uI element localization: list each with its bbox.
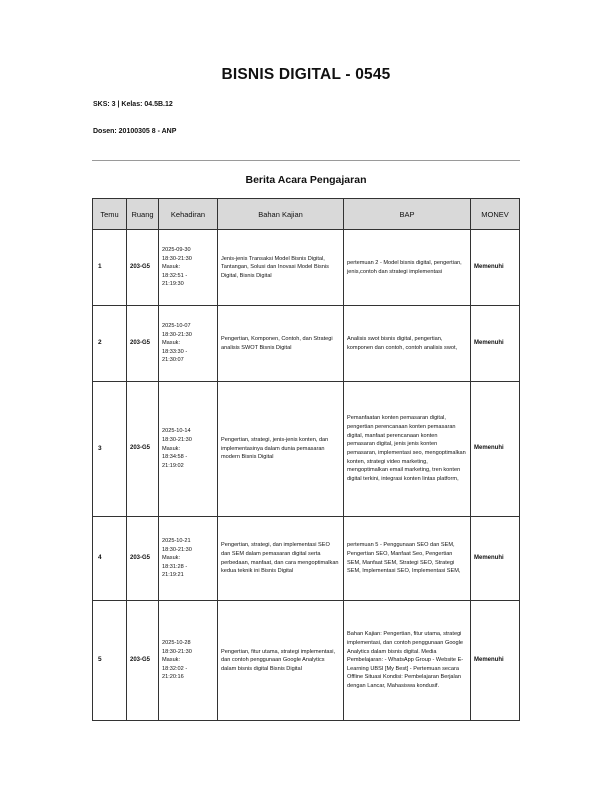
kehadiran-in: 18:32:51 - — [162, 272, 188, 279]
divider — [92, 160, 520, 161]
kehadiran-label: Masuk: — [162, 555, 181, 562]
kehadiran-in: 18:33:30 - — [162, 348, 188, 355]
kehadiran-schedule: 18:30-21:30 — [162, 648, 192, 655]
cell-bahan-kajian: Pengertian, fitur utama, strategi implementasi, dan contoh penggunaan Google Analytics dalam bisnis digital Bisnis Digital — [218, 601, 344, 721]
kehadiran-out: 21:30:07 — [162, 357, 184, 364]
cell-temu: 3 — [93, 382, 127, 517]
cell-bahan-kajian: Jenis-jenis Transaksi Model Bisnis Digital, Tantangan, Solusi dan Inovasi Model Bisnis Digital, Bisnis Digital — [218, 230, 344, 306]
cell-kehadiran — [159, 382, 218, 517]
kehadiran-label: Masuk: — [162, 445, 181, 452]
table-row — [93, 601, 520, 721]
header-temu: Temu — [93, 199, 127, 230]
section-title: Berita Acara Pengajaran — [245, 174, 367, 186]
cell-monev: Memenuhi — [471, 306, 520, 382]
cell-kehadiran — [159, 601, 218, 721]
cell-monev: Memenuhi — [471, 230, 520, 306]
cell-ruang: 203-G5 — [127, 517, 159, 601]
cell-bap: Pemanfaatan konten pemasaran digital, pengertian perencanaan konten pemasaran digital, manfaat perencanaan konten pemasaran digital, jenis jenis konten pemasaran, implementasi seo, mengoptimalkan konten, strategi video marketing, mengoptimalkan email marketing, tren konten digital terkini, integrasi konten lintas platform, — [344, 382, 471, 517]
kehadiran-schedule: 18:30-21:30 — [162, 331, 192, 338]
kehadiran-date: 2025-10-14 — [162, 428, 191, 435]
cell-temu: 2 — [93, 306, 127, 382]
kehadiran-schedule: 18:30-21:30 — [162, 546, 192, 553]
cell-bahan-kajian: Pengertian, Komponen, Contoh, dan Strategi analisis SWOT Bisnis Digital — [218, 306, 344, 382]
cell-bap: pertemuan 5 - Penggunaan SEO dan SEM, Pengertian SEO, Manfaat Seo, Pengertian SEM, Manfaat SEM, Strategi SEO, Strategi SEM, Implementasi SEO, Implementasi SEM, — [344, 517, 471, 601]
table-row — [93, 517, 520, 601]
cell-kehadiran — [159, 306, 218, 382]
header-monev: MONEV — [471, 199, 520, 230]
header-bahan-kajian: Bahan Kajian — [218, 199, 344, 230]
kehadiran-out: 21:19:02 — [162, 462, 184, 469]
kehadiran-label: Masuk: — [162, 657, 181, 664]
kehadiran-label: Masuk: — [162, 340, 181, 347]
cell-temu: 4 — [93, 517, 127, 601]
cell-monev: Memenuhi — [471, 601, 520, 721]
cell-monev: Memenuhi — [471, 382, 520, 517]
document-title: BISNIS DIGITAL - 0545 — [221, 66, 391, 83]
header-bap: BAP — [344, 199, 471, 230]
sks-class-info: SKS: 3 | Kelas: 04.5B.12 — [93, 101, 173, 108]
header-ruang: Ruang — [127, 199, 159, 230]
kehadiran-in: 18:31:28 - — [162, 563, 188, 570]
cell-bap: Analisis swot bisnis digital, pengertian, komponen dan contoh, contoh analisis swot, — [344, 306, 471, 382]
kehadiran-in: 18:34:58 - — [162, 454, 188, 461]
kehadiran-in: 18:32:02 - — [162, 665, 188, 672]
table-row — [93, 382, 520, 517]
table-row — [93, 306, 520, 382]
cell-ruang: 203-G5 — [127, 382, 159, 517]
cell-temu: 1 — [93, 230, 127, 306]
table-row — [93, 230, 520, 306]
kehadiran-date: 2025-10-21 — [162, 537, 191, 544]
kehadiran-date: 2025-10-28 — [162, 639, 191, 646]
kehadiran-out: 21:20:16 — [162, 674, 184, 681]
kehadiran-label: Masuk: — [162, 264, 181, 271]
cell-bahan-kajian: Pengertian, strategi, dan implementasi SEO dan SEM dalam pemasaran digital serta perbedaan, manfaat, dan cara mengoptimalkan kedua teknik ini Bisnis Digital — [218, 517, 344, 601]
header-kehadiran: Kehadiran — [159, 199, 218, 230]
cell-bap: Bahan Kajian: Pengertian, fitur utama, strategi implementasi, dan contoh penggunaan Google Analytics dalam bisnis digital. Media Pembelajaran: - WhatsApp Group - Website E-Learning UBSI [My Best] - Pertemuan secara Offline Situasi Kondisi: Pembelajaran Berjalan dengan Lancar, Mahasiswa kondusif. — [344, 601, 471, 721]
cell-bahan-kajian: Pengertian, strategi, jenis-jenis konten, dan implementasinya dalam dunia pemasaran modern Bisnis Digital — [218, 382, 344, 517]
kehadiran-date: 2025-09-30 — [162, 246, 191, 253]
kehadiran-out: 21:19:21 — [162, 572, 184, 579]
cell-ruang: 203-G5 — [127, 230, 159, 306]
cell-kehadiran — [159, 517, 218, 601]
teaching-record-table — [92, 198, 520, 721]
kehadiran-out: 21:19:30 — [162, 281, 184, 288]
kehadiran-date: 2025-10-07 — [162, 322, 191, 329]
cell-temu: 5 — [93, 601, 127, 721]
kehadiran-schedule: 18:30-21:30 — [162, 437, 192, 444]
lecturer-info: Dosen: 20100305 8 - ANP — [93, 128, 177, 135]
cell-kehadiran — [159, 230, 218, 306]
cell-monev: Memenuhi — [471, 517, 520, 601]
cell-bap: pertemuan 2 - Model bisnis digital, pengertian, jenis,contoh dan strategi implementasi — [344, 230, 471, 306]
kehadiran-schedule: 18:30-21:30 — [162, 255, 192, 262]
cell-ruang: 203-G5 — [127, 306, 159, 382]
table-header-row — [93, 199, 520, 230]
cell-ruang: 203-G5 — [127, 601, 159, 721]
